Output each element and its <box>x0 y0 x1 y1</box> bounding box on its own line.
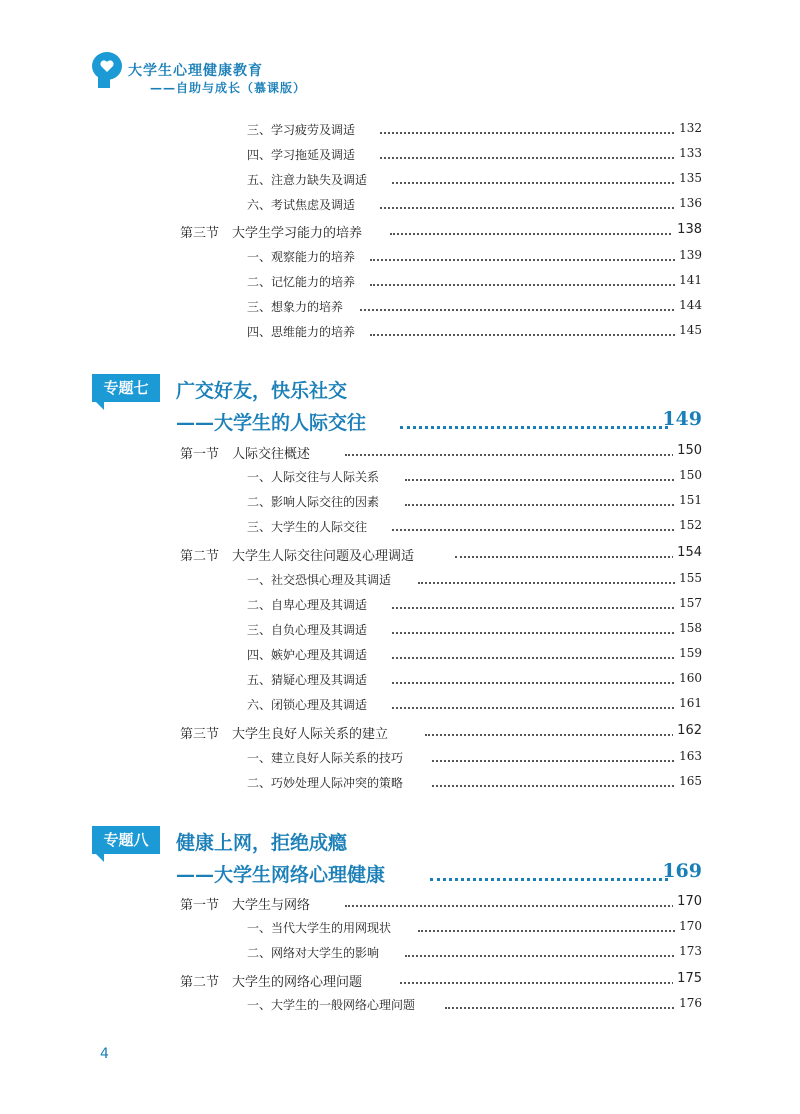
toc-entry[interactable] <box>0 146 800 166</box>
toc-entry-label: 一、社交恐惧心理及其调适 <box>247 571 395 588</box>
toc-entry-page: 151 <box>675 493 702 507</box>
toc-entry-label: 三、大学生的人际交往 <box>247 518 371 535</box>
toc-entry-page: 144 <box>675 298 702 312</box>
badge-tail-icon <box>96 402 104 410</box>
toc-entry-page: 139 <box>675 248 702 262</box>
toc-section-label: 第三节 大学生良好人际关系的建立 <box>180 723 392 742</box>
toc-entry-label: 四、思维能力的培养 <box>247 323 359 340</box>
toc-section[interactable] <box>0 545 800 565</box>
topic-subtitle: ——大学生网络心理健康 <box>176 860 391 887</box>
toc-entry-label: 三、学习疲劳及调适 <box>247 121 359 138</box>
toc-entry-page: 173 <box>675 944 702 958</box>
toc-entry-page: 135 <box>675 171 702 185</box>
toc-section-label: 第一节 人际交往概述 <box>180 443 314 462</box>
toc-section[interactable] <box>0 723 800 743</box>
toc-section-page: 150 <box>673 443 702 458</box>
toc-entry[interactable] <box>0 696 800 716</box>
toc-section-label: 第二节 大学生人际交往问题及心理调适 <box>180 545 418 564</box>
topic-leader-dots <box>430 878 668 881</box>
page-number: 4 <box>100 1046 109 1062</box>
toc-entry[interactable] <box>0 919 800 939</box>
toc-entry-label: 四、嫉妒心理及其调适 <box>247 646 371 663</box>
toc-entry-label: 五、猜疑心理及其调适 <box>247 671 371 688</box>
toc-entry-page: 133 <box>675 146 702 160</box>
topic-leader-dots <box>400 426 668 429</box>
toc-entry-label: 二、影响人际交往的因素 <box>247 493 383 510</box>
toc-entry[interactable] <box>0 468 800 488</box>
toc-entry-page: 170 <box>675 919 702 933</box>
toc-entry-page: 132 <box>675 121 702 135</box>
toc-entry-label: 六、闭锁心理及其调适 <box>247 696 371 713</box>
toc-entry[interactable] <box>0 596 800 616</box>
toc-entry-page: 165 <box>675 774 702 788</box>
toc-entry-page: 160 <box>675 671 702 685</box>
toc-entry[interactable] <box>0 121 800 141</box>
toc-entry-page: 176 <box>675 996 702 1010</box>
toc-entry[interactable] <box>0 944 800 964</box>
toc-section-page: 175 <box>673 971 702 986</box>
toc-entry-page: 159 <box>675 646 702 660</box>
toc-entry-label: 二、自卑心理及其调适 <box>247 596 371 613</box>
toc-entry[interactable] <box>0 171 800 191</box>
toc-entry-page: 157 <box>675 596 702 610</box>
header-title: 大学生心理健康教育 <box>128 63 263 79</box>
header-subtitle: ——自助与成长（慕课版） <box>150 81 307 95</box>
topic-page: 169 <box>662 860 702 882</box>
topic-heading-8[interactable] <box>0 826 800 896</box>
toc-entry-label: 二、网络对大学生的影响 <box>247 944 383 961</box>
toc-entry-page: 150 <box>675 468 702 482</box>
toc-entry-page: 141 <box>675 273 702 287</box>
topic-page: 149 <box>662 408 702 430</box>
toc-entry[interactable] <box>0 248 800 268</box>
toc-entry[interactable] <box>0 621 800 641</box>
topic-title: 广交好友，快乐社交 <box>176 380 348 402</box>
toc-entry-label: 一、当代大学生的用网现状 <box>247 919 395 936</box>
toc-entry[interactable] <box>0 646 800 666</box>
topic-badge: 专题八 <box>92 826 160 854</box>
toc-entry[interactable] <box>0 518 800 538</box>
toc-section[interactable] <box>0 894 800 914</box>
topic-subtitle: ——大学生的人际交往 <box>176 408 372 435</box>
toc-entry[interactable] <box>0 774 800 794</box>
toc-entry[interactable] <box>0 996 800 1016</box>
toc-section-page: 154 <box>673 545 702 560</box>
toc-section-page: 138 <box>673 222 702 237</box>
toc-entry[interactable] <box>0 298 800 318</box>
topic-badge: 专题七 <box>92 374 160 402</box>
toc-entry[interactable] <box>0 493 800 513</box>
toc-entry-label: 一、大学生的一般网络心理问题 <box>247 996 419 1013</box>
toc-entry-page: 145 <box>675 323 702 337</box>
toc-entry-label: 四、学习拖延及调适 <box>247 146 359 163</box>
toc-entry-page: 152 <box>675 518 702 532</box>
toc-entry[interactable] <box>0 671 800 691</box>
toc-section-page: 170 <box>673 894 702 909</box>
toc-entry[interactable] <box>0 273 800 293</box>
head-heart-logo-icon <box>90 50 124 90</box>
toc-entry-label: 三、想象力的培养 <box>247 298 347 315</box>
toc-entry[interactable] <box>0 196 800 216</box>
topic-title: 健康上网，拒绝成瘾 <box>176 832 348 854</box>
running-header <box>90 48 390 98</box>
toc-section[interactable] <box>0 443 800 463</box>
toc-entry-label: 三、自负心理及其调适 <box>247 621 371 638</box>
toc-entry-label: 一、观察能力的培养 <box>247 248 359 265</box>
toc-entry-page: 163 <box>675 749 702 763</box>
toc-entry-label: 二、记忆能力的培养 <box>247 273 359 290</box>
toc-section[interactable] <box>0 971 800 991</box>
toc-entry-label: 六、考试焦虑及调适 <box>247 196 359 213</box>
toc-section[interactable] <box>0 222 800 242</box>
toc-entry-label: 一、建立良好人际关系的技巧 <box>247 749 407 766</box>
badge-tail-icon <box>96 854 104 862</box>
toc-section-label: 第二节 大学生的网络心理问题 <box>180 971 366 990</box>
toc-section-label: 第一节 大学生与网络 <box>180 894 314 913</box>
toc-entry-page: 136 <box>675 196 702 210</box>
toc-entry-page: 161 <box>675 696 702 710</box>
toc-section-page: 162 <box>673 723 702 738</box>
toc-entry-page: 155 <box>675 571 702 585</box>
topic-heading-7[interactable] <box>0 374 800 444</box>
toc-entry[interactable] <box>0 571 800 591</box>
toc-entry[interactable] <box>0 749 800 769</box>
toc-entry[interactable] <box>0 323 800 343</box>
toc-entry-label: 一、人际交往与人际关系 <box>247 468 383 485</box>
toc-entry-label: 五、注意力缺失及调适 <box>247 171 371 188</box>
toc-entry-label: 二、巧妙处理人际冲突的策略 <box>247 774 407 791</box>
toc-entry-page: 158 <box>675 621 702 635</box>
toc-section-label: 第三节 大学生学习能力的培养 <box>180 222 366 241</box>
